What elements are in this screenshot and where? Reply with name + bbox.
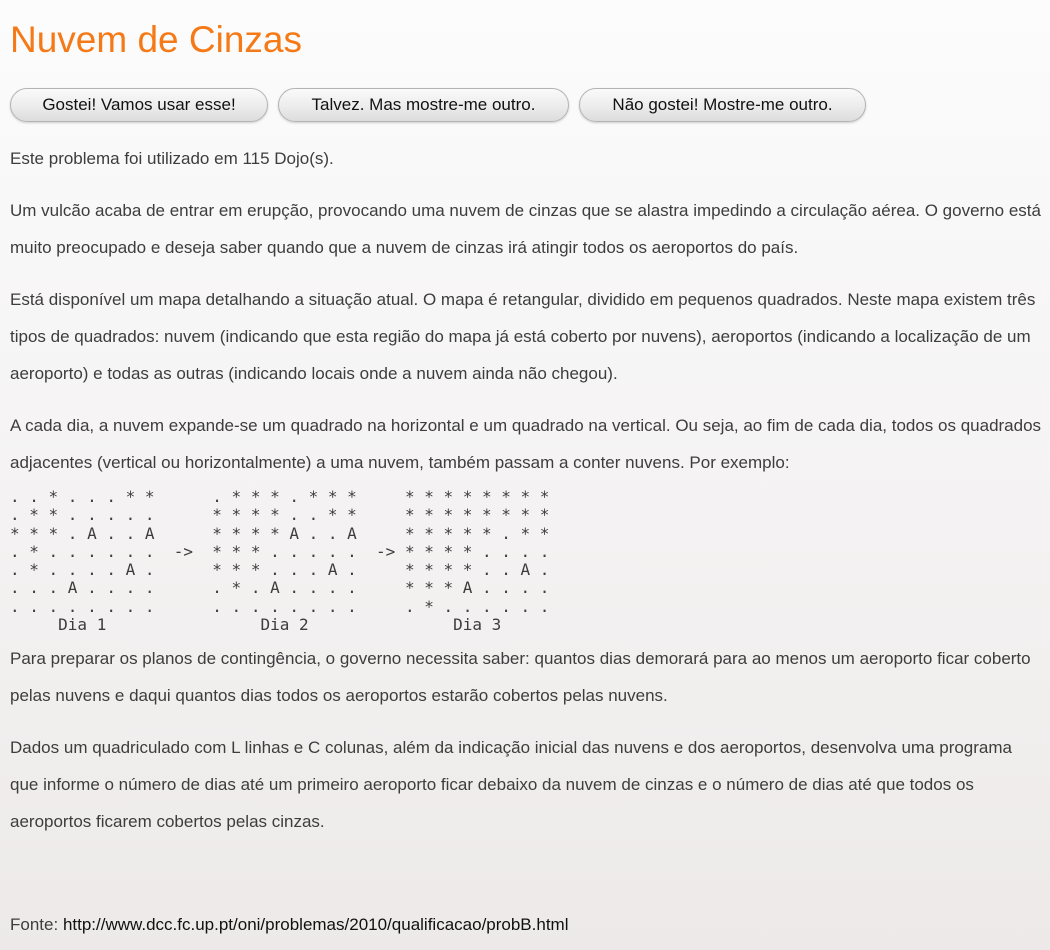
like-button[interactable]: Gostei! Vamos usar esse! [10,88,268,122]
source-line [10,905,569,945]
paragraph-task: Dados um quadriculado com L linhas e C colunas, além da indicação inicial das nuvens e dos aeroportos, desenvolva uma programa que informe o número de dias até um primeiro aeroporto ficar debaixo da nuvem de cinzas e o número de dias até que todos os aeroportos ficarem cobertos pelas cinzas. [10,738,1012,832]
problem-description [10,140,1045,855]
paragraph-expansion: A cada dia, a nuvem expande-se um quadrado na horizontal e um quadrado na vertical. Ou seja, ao fim de cada dia, todos os quadrados adjacentes (vertical ou horizontalmente) a uma nuvem, também passam a conter nuvens. Por exemplo: [10,416,1042,472]
source-link[interactable]: http://www.dcc.fc.up.pt/oni/problemas/2010/qualificacao/probB.html [62,915,569,934]
dislike-button[interactable]: Não gostei! Mostre-me outro. [579,88,866,122]
paragraph-map: Está disponível um mapa detalhando a situação atual. O mapa é retangular, dividido em pequenos quadrados. Neste mapa existem três tipos de quadrados: nuvem (indicando que esta região do mapa já está coberto por nuvens), aeroportos (indicando a localização de um aeroporto) e todas as outras (indicando locais onde a nuvem ainda não chegou). [10,290,1036,383]
page-title: Nuvem de Cinzas [10,19,303,60]
source-label: Fonte: [10,915,59,934]
usage-count: Este problema foi utilizado em 115 Dojo(s). [10,149,334,168]
choice-buttons [10,88,866,122]
maybe-button[interactable]: Talvez. Mas mostre-me outro. [278,88,569,122]
paragraph-intro: Um vulcão acaba de entrar em erupção, provocando uma nuvem de cinzas que se alastra impedindo a circulação aérea. O governo está muito preocupado e deseja saber quando que a nuvem de cinzas irá atingir todos os aeroportos do país. [10,201,1041,257]
example-diagram: . . * . . . * * . * * * . * * * * * * * * * * * . * * . . . . . * * * * . . * * * * * * * * * * * * * . A . . A * * * * A . . A * * * * * . * * . * . . . . . . -> * * * . . . . . -> * * * * . . . . . * . . . . A . * * * . . . A . * * * * . . A . . . . A . . . . . * . A . . . . * * * A . . . . . . . . . . . . . . . . . . . . . * . . . . . . Dia 1 Dia 2 Dia 3 [10,487,550,635]
paragraph-contingency: Para preparar os planos de contingência, o governo necessita saber: quantos dias demorará para ao menos um aeroporto ficar coberto pelas nuvens e daqui quantos dias todos os aeroportos estarão cobertos pelas nuvens. [10,649,1031,706]
